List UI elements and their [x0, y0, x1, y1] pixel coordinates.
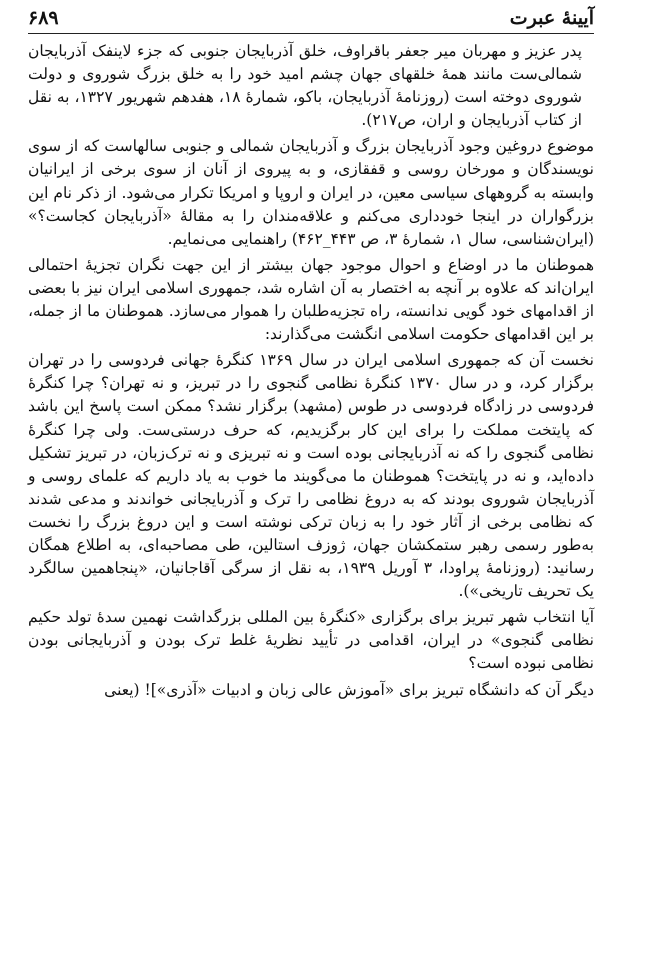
- body-text: [28, 40, 594, 705]
- page-number: ۶۸۹: [28, 7, 59, 29]
- paragraph: دیگر آن که دانشگاه تبریز برای «آموزش عالی زبان و ادبیات «آذری»]! (یعنی: [104, 680, 594, 699]
- paragraph: آیا انتخاب شهر تبریز برای برگزاری «کنگرهٔ بین المللی بزرگداشت نهمین سدهٔ تولد حکیم نظامی گنجوی» در ایران، اقدامی در تأیید نظریهٔ غلط ترک بودن و آذربایجانی بودن نظامی نبوده است؟: [28, 608, 594, 673]
- page-header: [28, 4, 594, 32]
- paragraph: موضوع دروغین وجود آذربایجان بزرگ و آذربایجان شمالی و جنوبی سالهاست که از سوی نویسندگان و مورخان روسی و قفقازی، و به پیروی از آنان از سوی برخی از ایرانیان وابسته به گروههای سیاسی معین، در ایران و اروپا و امریکا تکرار می‌شود. از ذکر نام این بزرگواران در اینجا خودداری می‌کنم و علاقه‌مندان را به مقالهٔ «آذربایجان کجاست؟» (ایران‌شناسی، سال ۱، شمارهٔ ۳، ص ۴۴۳_۴۶۲) راهنمایی می‌نمایم.: [28, 137, 594, 248]
- header-rule: [28, 33, 594, 34]
- paragraph-quote: پدر عزیز و مهربان میر جعفر باقراوف، خلق آذربایجان جنوبی که جزء لاینفک آذربایجان شمالی‌ست مانند همهٔ خلقهای جهان چشم امید خود را به خلق بزرگ شوروی و دولت شوروی دوخته است (روزنامهٔ آذربایجان، باکو، شمارهٔ ۱۸، هفدهم شهریور ۱۳۲۷، به نقل از کتاب آذربایجان و اران، ص۲۱۷).: [28, 42, 582, 130]
- running-title: آیینهٔ عبرت: [509, 7, 594, 29]
- paragraph: نخست آن که جمهوری اسلامی ایران در سال ۱۳۶۹ کنگرهٔ جهانی فردوسی را در تهران برگزار کرد، و در سال ۱۳۷۰ کنگرهٔ نظامی گنجوی را در تبریز، و نه تهران؟ چرا کنگرهٔ فردوسی در زادگاه فردوسی در طوس (مشهد) برگزار نشد؟ ممکن است پاسخ این باشد که پایتخت مملکت را برای این کار برگزیدیم، که حرف درستی‌ست. ولی چرا کنگرهٔ نظامی گنجوی را که نه آذربایجانی بوده است و نه تبریزی و نه ترک‌زبان، در تبریز تشکیل داده‌اید، و نه در پایتخت؟ هموطنان ما می‌گویند ما خوب به یاد داریم که علمای روسی و آذربایجان شوروی بودند که به دروغ نظامی را ترک و آذربایجانی خواندند و مدعی شدند که نظامی برخی از آثار خود را به زبان ترکی نوشته است و این دروغ بزرگ را نخست به‌طور رسمی رهبر ستمکشان جهان، ژوزف استالین، طی مصاحبه‌ای، به اطلاع همگان رسانید: (روزنامهٔ پراودا، ۳ آوریل ۱۹۳۹، به نقل از سرگی آقاجانیان، «پنجاهمین سالگرد یک تحریف تاریخی»).: [28, 351, 594, 601]
- paragraph: هموطنان ما در اوضاع و احوال موجود جهان بیشتر از این جهت نگران تجزیهٔ احتمالی ایران‌اند که علاوه بر آنچه به اختصار به آن اشاره شد، جمهوری اسلامی ایران نیز با بعضی از اقدامهای خود گویی ندانسته، راه تجزیه‌طلبان را هموار می‌سازد. هموطنان ما از جمله، بر این اقدامهای حکومت اسلامی انگشت می‌گذارند:: [28, 255, 594, 344]
